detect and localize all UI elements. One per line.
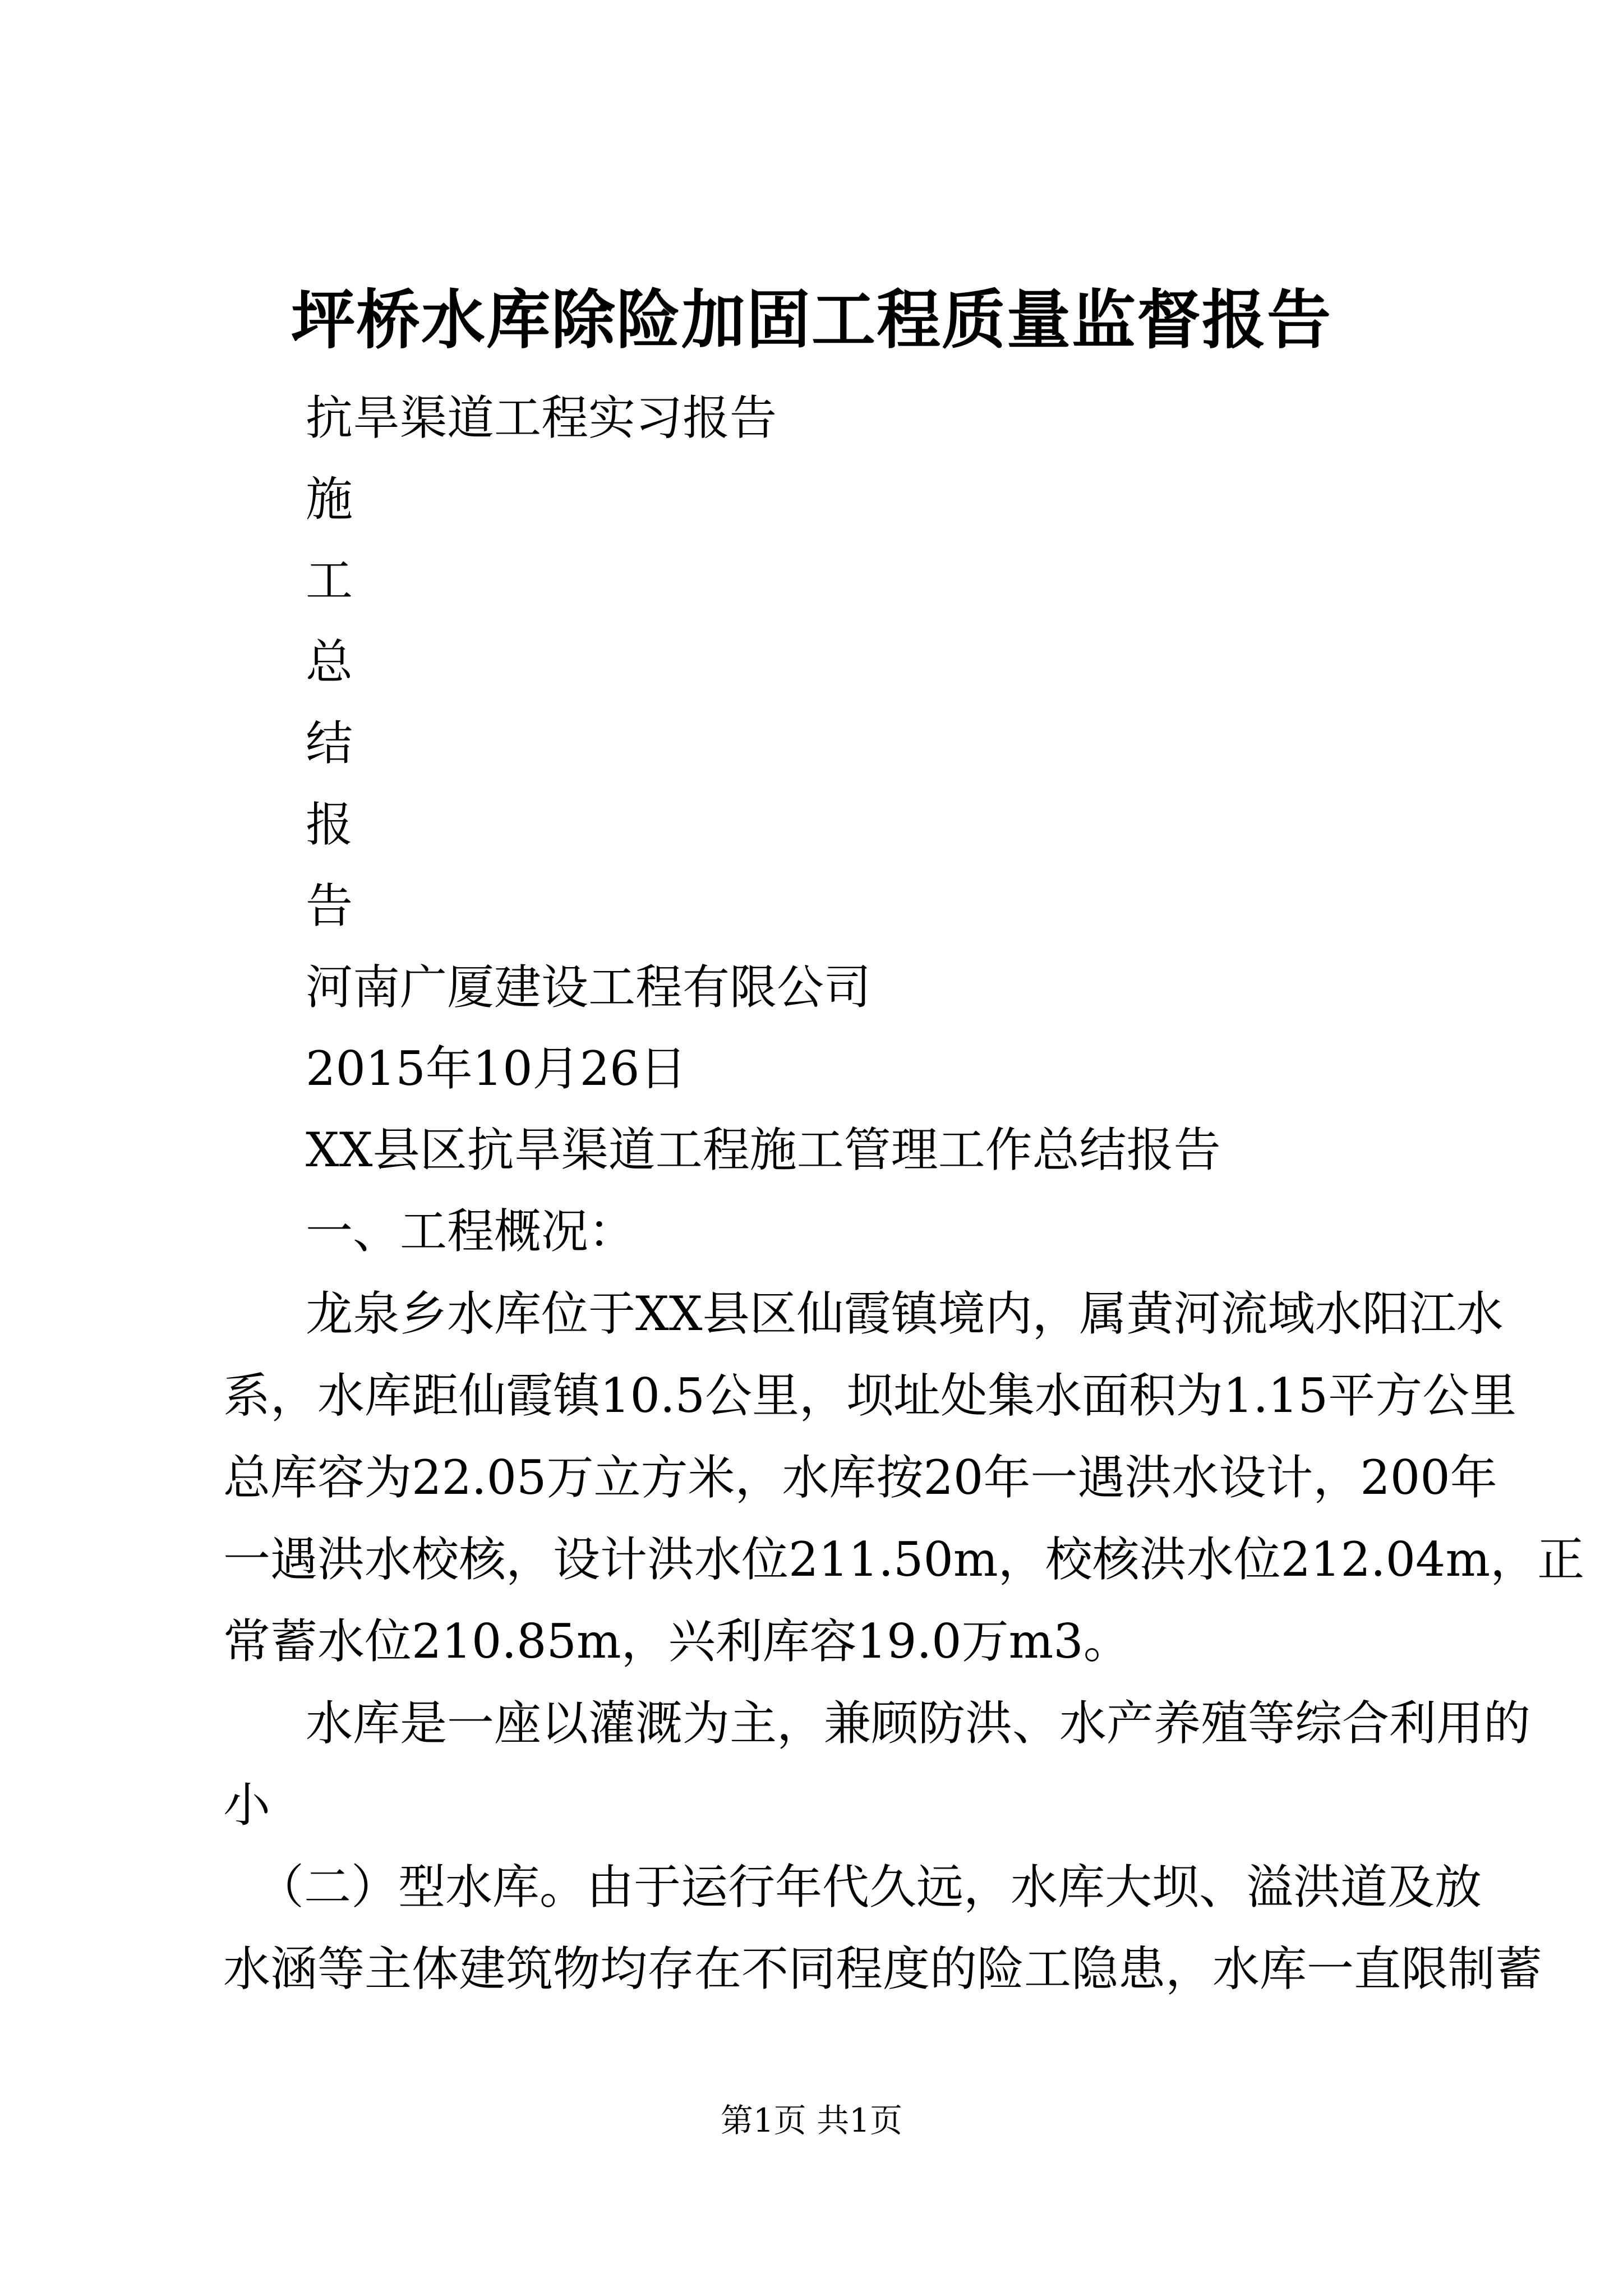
vertical-char: 报: [306, 797, 353, 852]
company-name: 河南广厦建设工程有限公司: [306, 960, 872, 1015]
paragraph-line: （二）型水库。由于运行年代久远，水库大坝、溢洪道及放: [257, 1860, 1482, 1915]
page-footer: 第1页 共1页: [720, 2101, 903, 2139]
paragraph-line: 一遇洪水校核，设计洪水位211.50m，校核洪水位212.04m，正: [223, 1532, 1585, 1587]
paragraph-line: 水涵等主体建筑物均存在不同程度的险工隐患，水库一直限制蓄: [223, 1941, 1543, 1996]
section-heading: 一、工程概况：: [306, 1204, 636, 1259]
paragraph-condition: [223, 1859, 1543, 2023]
paragraph-line: 水库是一座以灌溉为主，兼顾防洪、水产养殖等综合利用的: [306, 1696, 1531, 1751]
paragraph-overview: [223, 1286, 1585, 1695]
vertical-char: 结: [306, 716, 353, 771]
paragraph-line: 常蓄水位210.85m，兴利库容19.0万m3。: [223, 1614, 1131, 1669]
subtitle: 抗旱渠道工程实习报告: [306, 390, 777, 445]
paragraph-line: 龙泉乡水库位于XX县区仙霞镇境内，属黄河流域水阳江水: [306, 1286, 1504, 1341]
vertical-char: 总: [306, 634, 353, 689]
vertical-char: 施: [306, 472, 353, 527]
report-date: 2015年10月26日: [306, 1041, 687, 1096]
paragraph-line: 小: [223, 1778, 271, 1833]
report-title: XX县区抗旱渠道工程施工管理工作总结报告: [306, 1122, 1221, 1177]
document-title: 坪桥水库除险加固工程质量监督报告: [291, 282, 1332, 357]
vertical-char: 告: [306, 878, 353, 933]
vertical-char: 工: [306, 553, 353, 608]
paragraph-line: 总库容为22.05万立方米，水库按20年一遇洪水设计，200年: [223, 1450, 1497, 1505]
paragraph-line: 系，水库距仙霞镇10.5公里，坝址处集水面积为1.15平方公里: [223, 1368, 1517, 1423]
paragraph-reservoir: [223, 1695, 1531, 1859]
